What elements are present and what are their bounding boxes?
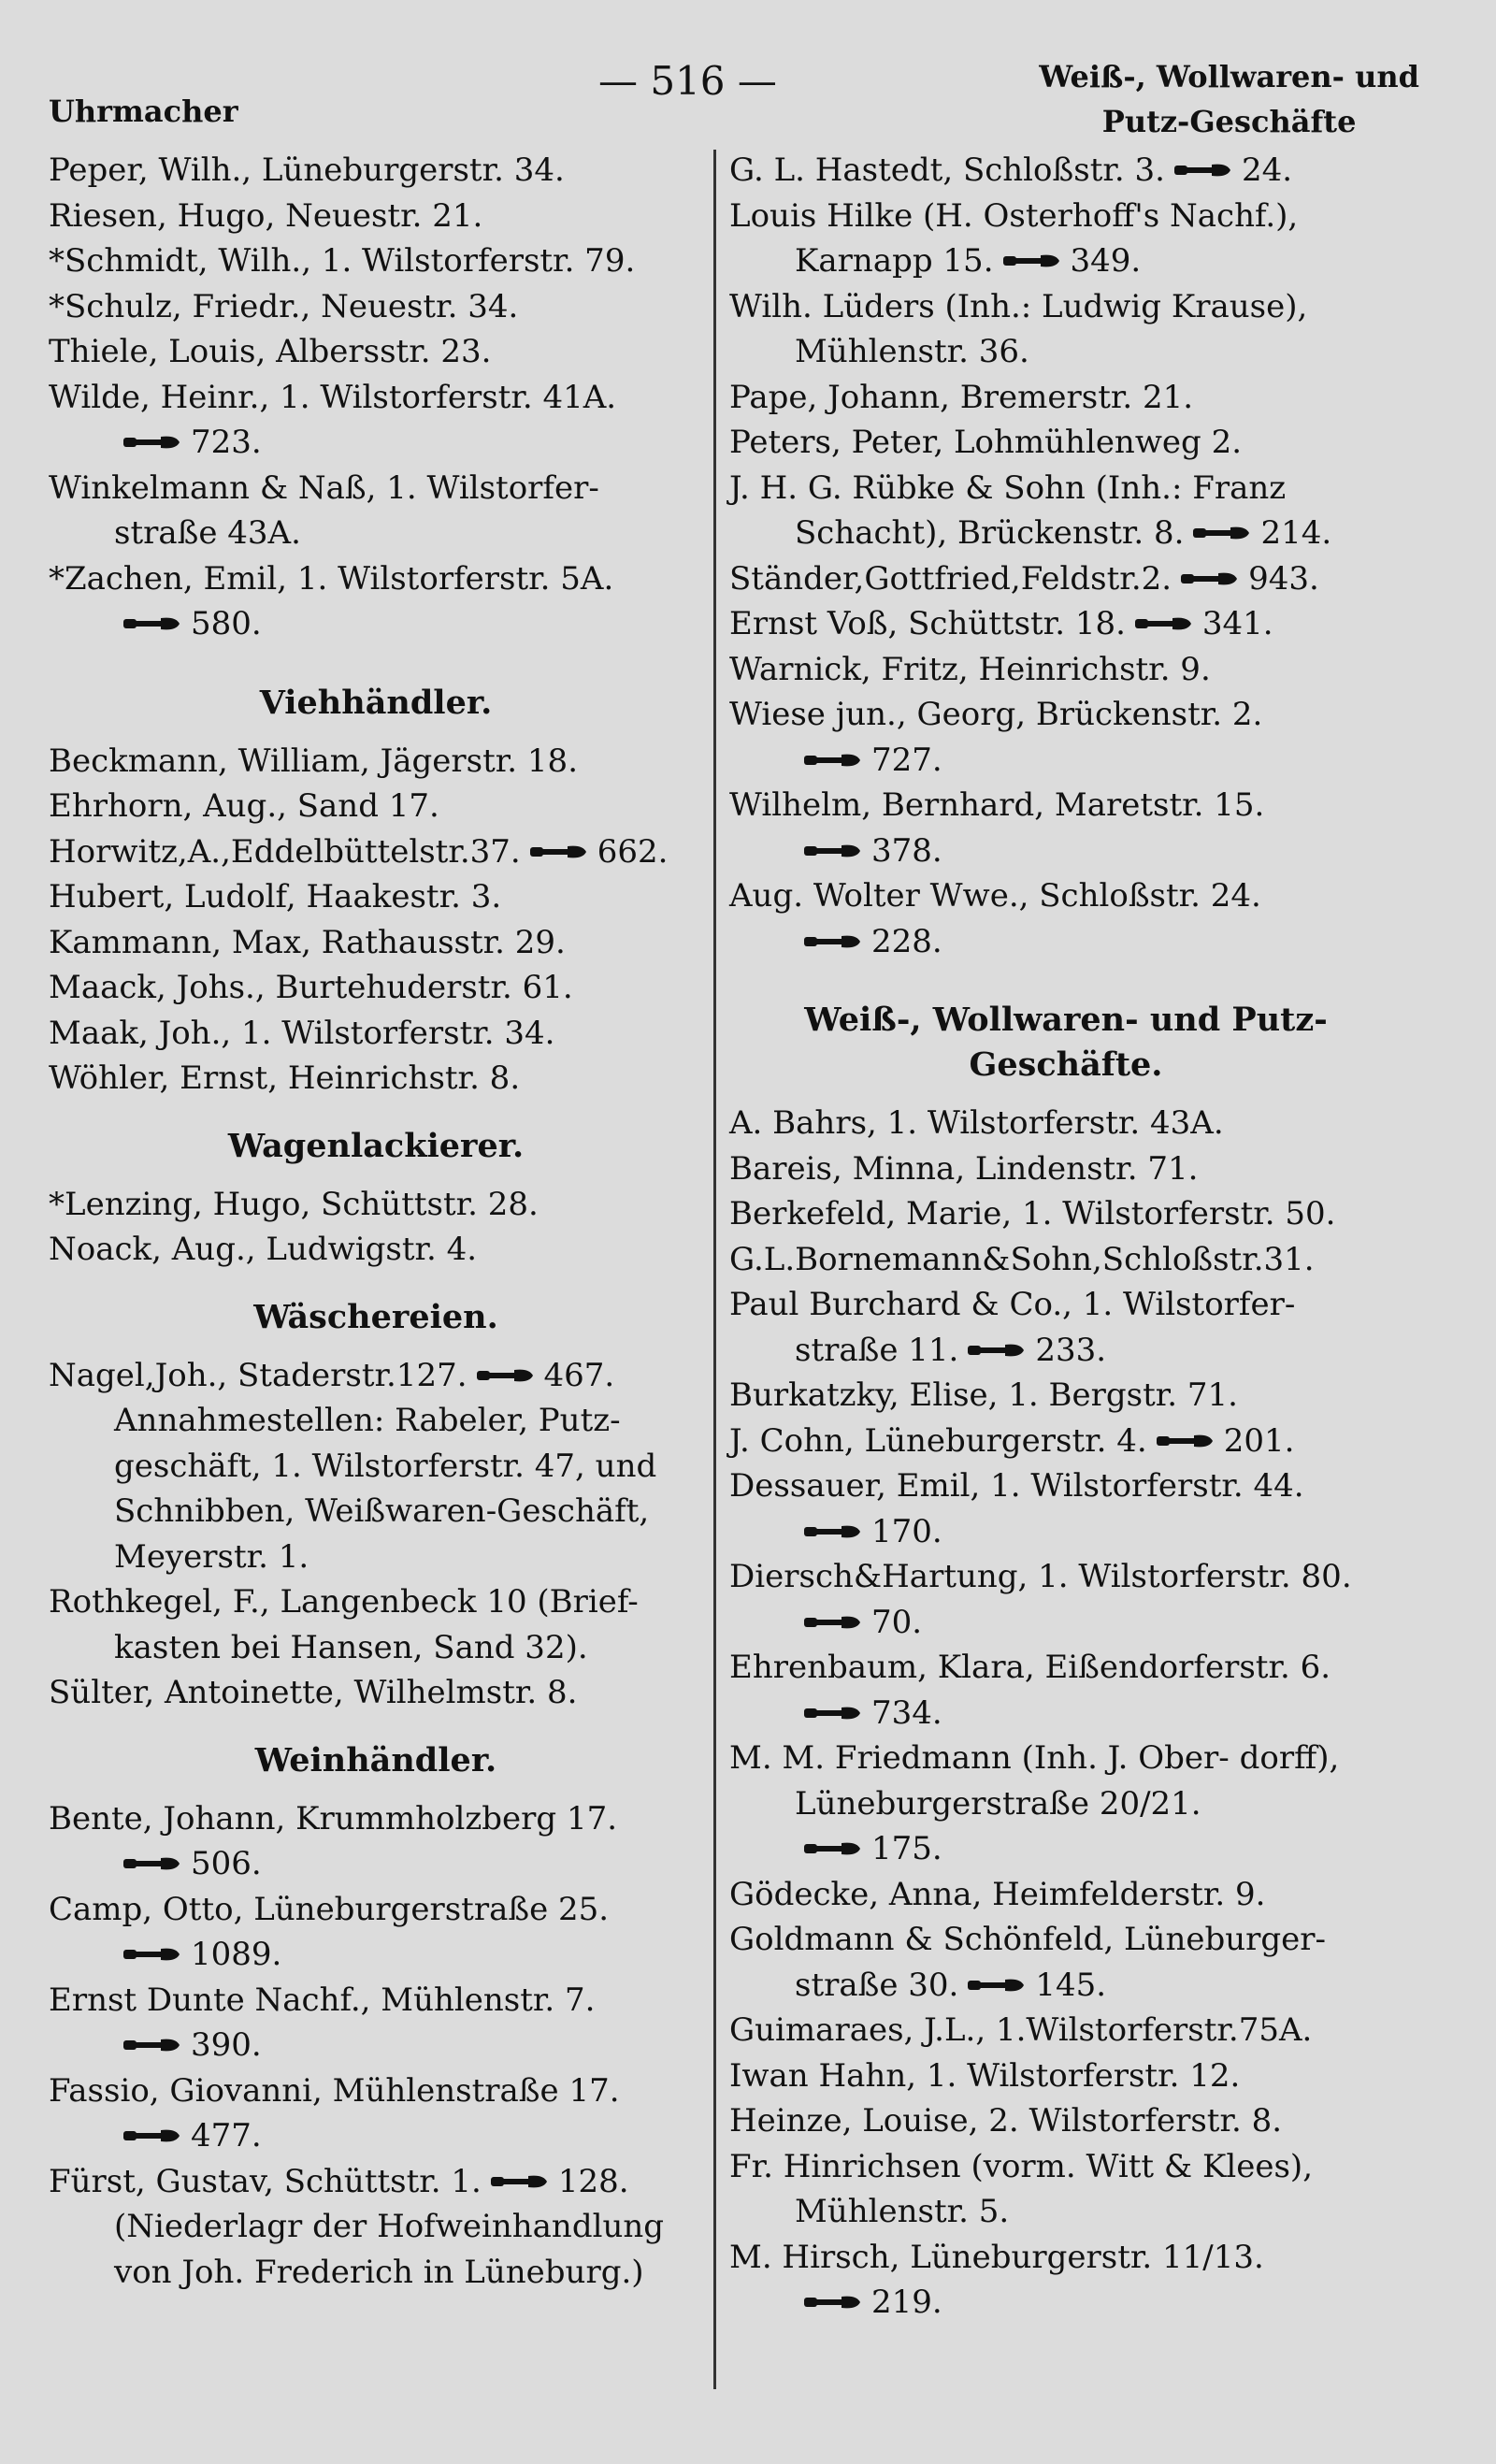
directory-entry (49, 148, 703, 194)
entry-name-address: M. M. Friedmann (Inh. J. Ober- dorff), Lüneburgerstraße 20/21. (729, 1739, 1340, 1823)
phone-number: 349. (1070, 242, 1142, 280)
directory-entry (729, 1282, 1402, 1373)
directory-entry (49, 1579, 703, 1670)
directory-entry (729, 420, 1402, 466)
entry-name-address: Ehrenbaum, Klara, Eißendorferstr. 6. (729, 1649, 1331, 1686)
running-header-right-line2: Putz-Geschäfte (1101, 104, 1357, 139)
directory-entry (49, 784, 703, 829)
entry-name-address: Thiele, Louis, Albersstr. 23. (49, 333, 492, 370)
entry-name-address: Ehrhorn, Aug., Sand 17. (49, 787, 439, 825)
entry-name-address: Gödecke, Anna, Heimfelderstr. 9. (729, 1875, 1266, 1913)
entry-name-address: J. H. G. Rübke & Sohn (Inh.: Franz Schacht), Brückenstr. 8. (729, 468, 1287, 552)
directory-entry (49, 194, 703, 239)
telephone-icon (1172, 161, 1232, 180)
telephone-icon (1155, 1432, 1215, 1450)
entry-name-address: Bareis, Minna, Lindenstr. 71. (729, 1149, 1199, 1188)
entry-name-address: *Schmidt, Wilh., 1. Wilstorferstr. 79. (49, 242, 636, 280)
running-header-right-line1: Weiß-, Wollwaren- und (1039, 59, 1419, 94)
directory-entry (49, 1887, 703, 1978)
entry-name-address: Warnick, Fritz, Heinrichstr. 9. (729, 650, 1211, 688)
telephone-icon (489, 2172, 549, 2191)
phone-number: 219. (871, 2284, 942, 2321)
entry-name-address: A. Bahrs, 1. Wilstorferstr. 43A. (729, 1104, 1224, 1142)
entry-name-address: Noack, Aug., Ludwigstr. 4. (49, 1231, 478, 1268)
telephone-icon (122, 2126, 181, 2145)
entry-name-address: Pape, Johann, Bremerstr. 21. (729, 378, 1194, 416)
heading-weiss-line1: Weiß-, Wollwaren- und Putz- (804, 1001, 1328, 1039)
entry-name-address: Wilh. Lüders (Inh.: Ludwig Krause), Mühlenstr. 36. (729, 287, 1308, 370)
entry-name-address: Peters, Peter, Lohmühlenweg 2. (729, 424, 1243, 461)
phone-number: 128. (557, 2162, 629, 2200)
telephone-icon (1133, 614, 1193, 633)
directory-entry (49, 238, 703, 284)
telephone-icon (802, 1522, 862, 1541)
directory-entry (729, 1463, 1402, 1554)
phone-number: 24. (1241, 151, 1293, 189)
entry-name-address: Winkelmann & Naß, 1. Wilstorfer- (49, 468, 599, 507)
entry-name-address: Wilhelm, Bernhard, Maretstr. 15. (729, 786, 1265, 824)
running-header-left: Uhrmacher (49, 94, 238, 129)
phone-number: 214. (1260, 514, 1332, 552)
directory-entry (49, 375, 703, 466)
phone-number: 467. (543, 1356, 615, 1394)
directory-entry (729, 1373, 1402, 1419)
entry-name-address: Aug. Wolter Wwe., Schloßstr. 24. (729, 877, 1261, 915)
phone-number: 175. (871, 1830, 942, 1867)
entry-name-address: Hubert, Ludolf, Haakestr. 3. (49, 878, 502, 915)
directory-entry (49, 1227, 703, 1273)
directory-entry (729, 692, 1402, 783)
directory-entry (729, 1872, 1402, 1918)
entry-name-address: Goldmann & Schönfeld, Lüneburger- straße 30. (729, 1921, 1327, 2004)
telephone-icon (802, 2293, 862, 2312)
phone-number: 727. (871, 741, 942, 779)
section-weinhaendler (49, 1796, 703, 2296)
entry-name-address: Guimaraes, J.L., 1.Wilstorferstr.75A. (729, 2011, 1313, 2049)
entry-name-address: Ernst Dunte Nachf., Mühlenstr. 7. (49, 1981, 596, 2019)
section-wagenlackierer (49, 1182, 703, 1273)
entry-name-address: Heinze, Louise, 2. Wilstorferstr. 8. (729, 2102, 1283, 2140)
entry-name-address: Maak, Joh., 1. Wilstorferstr. 34. (49, 1014, 555, 1052)
directory-entry (49, 874, 703, 920)
entry-continuation: straße 43A. (114, 514, 301, 552)
section-weinhaendler-continued (729, 148, 1402, 964)
telephone-icon (475, 1366, 535, 1385)
entry-name-address: J. Cohn, Lüneburgerstr. 4. (729, 1421, 1147, 1460)
directory-entry (729, 1554, 1402, 1645)
entry-name-address: Beckmann, William, Jägerstr. 18. (49, 742, 578, 780)
entry-name-address: Ernst Voß, Schüttstr. 18. (729, 605, 1126, 642)
directory-entry (49, 1353, 703, 1580)
phone-number: 662. (597, 832, 669, 871)
column-divider (713, 150, 716, 2389)
entry-name-address: Wiese jun., Georg, Brückenstr. 2. (729, 696, 1263, 733)
directory-entry (729, 284, 1402, 375)
directory-entry (49, 965, 703, 1011)
entry-name-address: Bente, Johann, Krummholzberg 17. (49, 1799, 618, 1837)
entry-note: Annahmestellen: Rabeler, Putz- geschäft, 1. Wilstorferstr. 47, und Schnibben, Weißwaren-Geschäft, Meyerstr. 1. (114, 1402, 657, 1576)
directory-entry (729, 2144, 1402, 2235)
entry-name-address: Camp, Otto, Lüneburgerstraße 25. (49, 1890, 610, 1928)
phone-number: 734. (871, 1693, 942, 1732)
directory-entry (729, 1237, 1402, 1283)
phone-number: 506. (191, 1845, 262, 1882)
entry-name-address: Wilde, Heinr., 1. Wilstorferstr. 41A. (49, 378, 617, 416)
entry-name-address: *Schulz, Friedr., Neuestr. 34. (49, 287, 519, 325)
phone-number: 145. (1035, 1966, 1107, 2004)
directory-entry (729, 2008, 1402, 2053)
phone-number: 341. (1201, 605, 1273, 642)
phone-number: 228. (871, 922, 942, 960)
entry-note: (Niederlagr der Hofweinhandlung von Joh. Frederich in Lüneburg.) (114, 2208, 665, 2291)
left-column (49, 148, 703, 2295)
directory-entry (49, 1011, 703, 1057)
phone-number: 70. (871, 1603, 923, 1641)
phone-number: 943. (1248, 559, 1319, 598)
entry-name-address: *Lenzing, Hugo, Schüttstr. 28. (49, 1185, 539, 1223)
heading-weiss-wollwaren (729, 998, 1402, 1088)
section-viehhaendler (49, 739, 703, 1102)
directory-entry (49, 2068, 703, 2159)
entry-name-address: Nagel,Joh., Staderstr.127. (49, 1356, 468, 1394)
directory-entry (729, 601, 1402, 647)
entry-name-address: Paul Burchard & Co., 1. Wilstorfer- straße 11. (729, 1286, 1296, 1369)
directory-entry (729, 148, 1402, 194)
telephone-icon (1001, 252, 1061, 270)
phone-number: 477. (191, 2117, 262, 2154)
entry-name-address: Maack, Johs., Burtehuderstr. 61. (49, 969, 573, 1006)
entry-name-address: Fürst, Gustav, Schüttstr. 1. (49, 2162, 482, 2200)
directory-entry (729, 873, 1402, 964)
entry-name-address: Kammann, Max, Rathausstr. 29. (49, 923, 566, 961)
directory-entry (49, 1796, 703, 1887)
entry-name-address: Peper, Wilh., Lüneburgerstr. 34. (49, 151, 565, 189)
telephone-icon (122, 1854, 181, 1873)
telephone-icon (802, 1613, 862, 1632)
directory-entry (729, 1736, 1402, 1872)
directory-entry (729, 194, 1402, 284)
phone-number: 233. (1035, 1331, 1107, 1369)
entry-name-address: M. Hirsch, Lüneburgerstr. 11/13. (729, 2238, 1264, 2276)
telephone-icon (122, 433, 181, 452)
entry-name-address: Riesen, Hugo, Neuestr. 21. (49, 196, 483, 235)
directory-entry (729, 783, 1402, 873)
directory-entry (729, 1146, 1402, 1192)
telephone-icon (966, 1976, 1026, 1995)
directory-entry (49, 329, 703, 375)
telephone-icon (802, 751, 862, 770)
directory-entry (49, 1182, 703, 1228)
directory-entry (49, 920, 703, 966)
entry-name-address: Fassio, Giovanni, Mühlenstraße 17. (49, 2071, 620, 2110)
telephone-icon (802, 1839, 862, 1858)
heading-weiss-line2: Geschäfte. (969, 1045, 1163, 1084)
phone-number: 170. (871, 1512, 942, 1550)
entry-name-address: Horwitz,A.,Eddelbüttelstr.37. (49, 832, 521, 871)
section-weiss-wollwaren (729, 1101, 1402, 2326)
entry-name-address: Dessauer, Emil, 1. Wilstorferstr. 44. (729, 1467, 1304, 1505)
directory-entry (729, 647, 1402, 693)
telephone-icon (528, 843, 588, 861)
directory-entry (729, 2235, 1402, 2326)
directory-entry (729, 1191, 1402, 1237)
phone-number: 201. (1223, 1421, 1295, 1460)
right-column (729, 148, 1402, 2326)
telephone-icon (802, 842, 862, 860)
phone-number: 1089. (191, 1936, 282, 1973)
phone-number: 723. (191, 424, 262, 461)
telephone-icon (1179, 569, 1239, 588)
entry-name-address: G.L.Bornemann&Sohn,Schloßstr.31. (729, 1240, 1315, 1278)
entry-name-address: Wöhler, Ernst, Heinrichstr. 8. (49, 1059, 521, 1097)
directory-entry (49, 466, 703, 556)
heading-wagenlackierer: Wagenlackierer. (227, 1126, 525, 1165)
telephone-icon (802, 1704, 862, 1722)
section-waeschereien (49, 1353, 703, 1716)
directory-entry (49, 1978, 703, 2068)
heading-waeschereien: Wäschereien. (253, 1297, 498, 1336)
entry-name-address: Ständer,Gottfried,Feldstr.2. (729, 559, 1172, 598)
entry-name-address: Diersch&Hartung, 1. Wilstorferstr. 80. (729, 1558, 1352, 1595)
telephone-icon (1191, 524, 1251, 542)
entry-name-address: Burkatzky, Elise, 1. Bergstr. 71. (729, 1376, 1238, 1414)
directory-entry (49, 1670, 703, 1716)
telephone-icon (122, 614, 181, 633)
entry-name-address: Louis Hilke (H. Osterhoff's Nachf.), Karnapp 15. (729, 196, 1299, 280)
directory-entry (49, 829, 703, 875)
running-header-right (1039, 54, 1419, 144)
directory-entry (729, 556, 1402, 602)
page-number: — 516 — (598, 58, 777, 104)
entry-name-address: Rothkegel, F., Langenbeck 10 (Brief- kasten bei Hansen, Sand 32). (49, 1583, 639, 1666)
heading-viehhaendler: Viehhändler. (259, 683, 493, 722)
entry-name-address: G. L. Hastedt, Schloßstr. 3. (729, 151, 1165, 189)
directory-entry (729, 2053, 1402, 2099)
directory-entry (729, 1917, 1402, 2008)
heading-weinhaendler: Weinhändler. (254, 1740, 497, 1780)
section-uhrmacher (49, 148, 703, 647)
entry-name-address: Iwan Hahn, 1. Wilstorferstr. 12. (729, 2056, 1241, 2095)
directory-entry (729, 375, 1402, 421)
directory-entry (49, 739, 703, 785)
phone-number: 580. (191, 605, 262, 642)
entry-name-address: *Zachen, Emil, 1. Wilstorferstr. 5A. (49, 559, 614, 598)
telephone-icon (966, 1341, 1026, 1360)
entry-name-address: Fr. Hinrichsen (vorm. Witt & Klees), Mühlenstr. 5. (729, 2147, 1314, 2230)
directory-entry (49, 284, 703, 330)
phone-number: 390. (191, 2026, 262, 2064)
directory-entry (49, 556, 703, 647)
directory-entry (729, 466, 1402, 556)
telephone-icon (122, 1945, 181, 1964)
telephone-icon (802, 932, 862, 951)
directory-entry (729, 1101, 1402, 1146)
directory-entry (49, 2159, 703, 2296)
directory-entry (729, 1645, 1402, 1736)
directory-entry (729, 2098, 1402, 2144)
entry-name-address: Sülter, Antoinette, Wilhelmstr. 8. (49, 1674, 578, 1711)
entry-name-address: Berkefeld, Marie, 1. Wilstorferstr. 50. (729, 1195, 1336, 1232)
directory-entry (729, 1419, 1402, 1464)
telephone-icon (122, 2036, 181, 2054)
directory-entry (49, 1056, 703, 1102)
phone-number: 378. (871, 831, 942, 870)
